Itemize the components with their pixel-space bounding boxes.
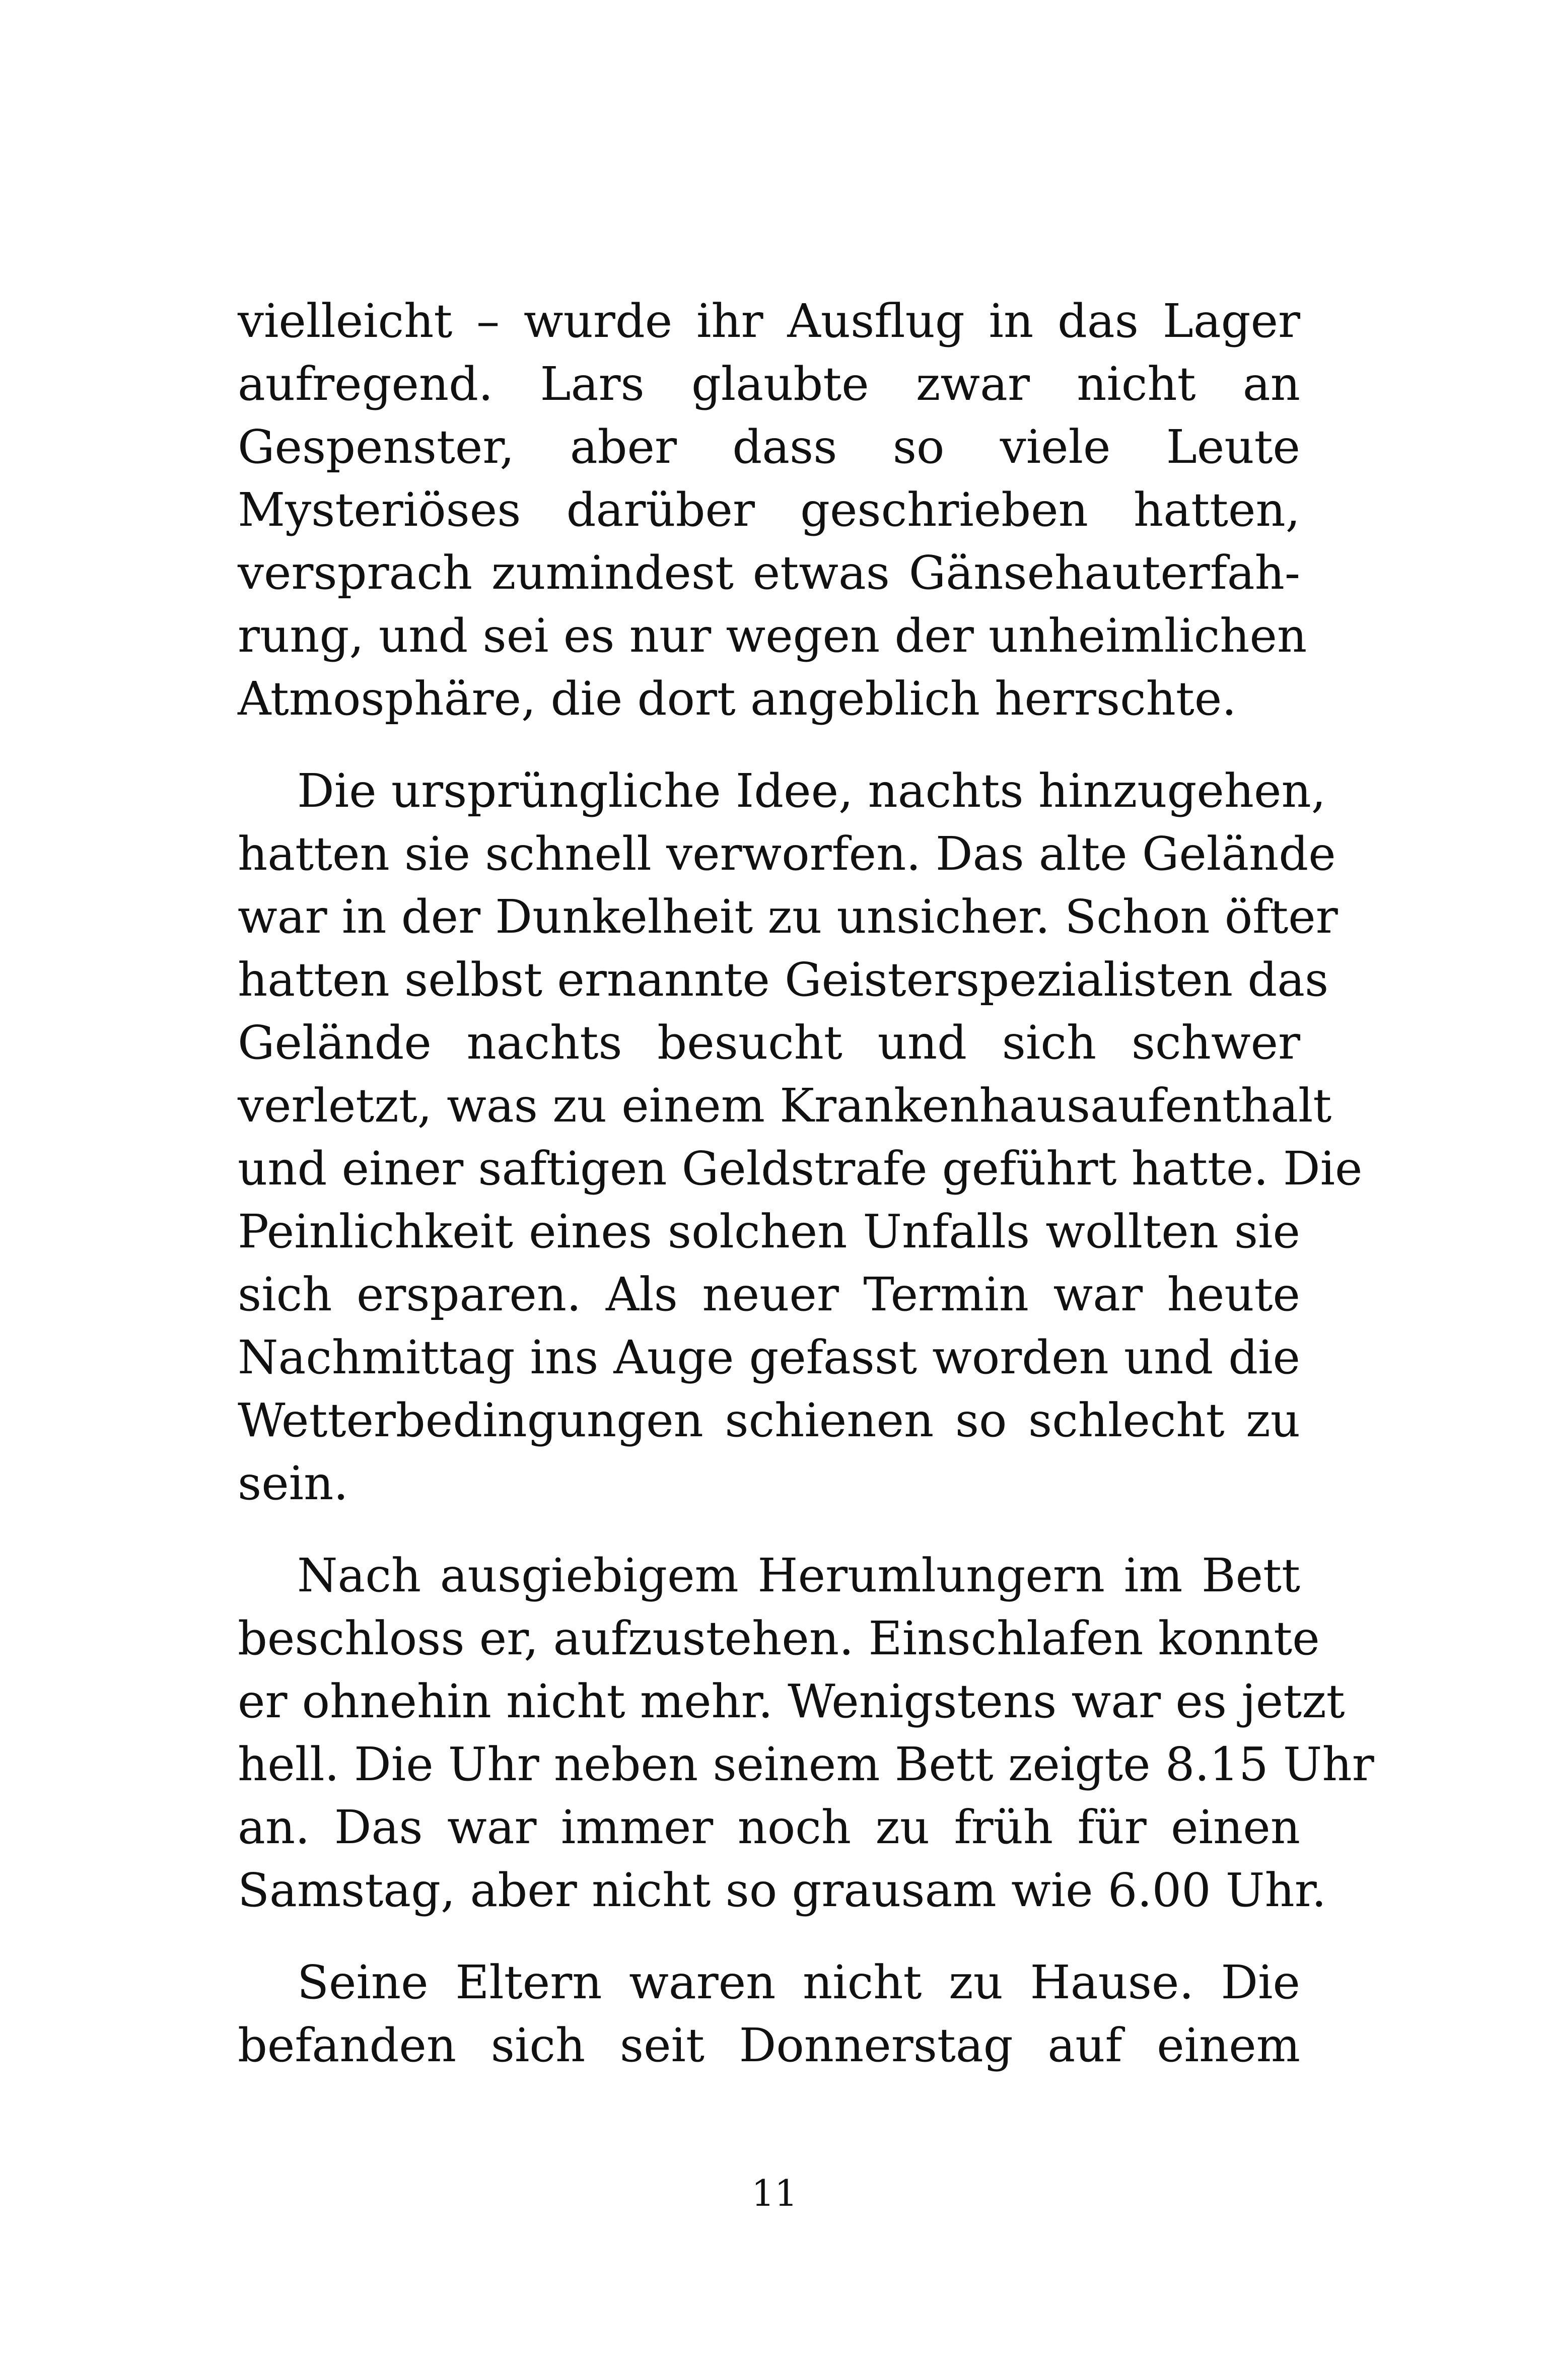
text-line: Nachmittag ins Auge gefasst worden und die [238,1331,1300,1384]
text-line: verletzt, was zu einem Krankenhausaufenthalt [238,1079,1332,1133]
text-line: hatten sie schnell verworfen. Das alte Gelände [238,827,1336,881]
text-line: Die ursprüngliche Idee, nachts hinzugehen, [297,764,1326,818]
text-line: hatten selbst ernannte Geisterspezialisten das [238,953,1329,1007]
text-line: aufregend. Lars glaubte zwar nicht an [238,357,1300,411]
text-line: war in der Dunkelheit zu unsicher. Schon öfter [238,890,1338,944]
text-line: hell. Die Uhr neben seinem Bett zeigte 8.15 Uhr [238,1737,1374,1791]
body-text [238,290,1374,2106]
paragraph-1 [238,290,1307,730]
text-line: Samstag, aber nicht so grausam wie 6.00 Uhr. [238,1863,1326,1917]
text-line: er ohnehin nicht mehr. Wenigstens war es jetzt [238,1674,1345,1728]
text-line: an. Das war immer noch zu früh für einen [238,1800,1300,1854]
text-line: Gelände nachts besucht und sich schwer [238,1016,1300,1070]
text-line: und einer saftigen Geldstrafe geführt hatte. Die [238,1142,1363,1196]
text-line: befanden sich seit Donnerstag auf einem [238,2018,1300,2072]
text-line: Peinlichkeit eines solchen Unfalls wollten sie [238,1205,1300,1258]
text-line: Mysteriöses darüber geschrieben hatten, [238,483,1300,537]
text-line: vielleicht – wurde ihr Ausflug in das Lager [238,294,1300,348]
text-line: versprach zumindest etwas Gänsehauterfah- [238,546,1300,600]
text-line: Gespenster, aber dass so viele Leute [238,420,1300,474]
text-line: Nach ausgiebigem Herumlungern im Bett [297,1549,1300,1602]
text-line: Atmosphäre, die dort angeblich herrschte. [238,672,1237,726]
page-number: 11 [751,2172,798,2214]
text-line: Wetterbedingungen schienen so schlecht zu [238,1393,1300,1447]
paragraph-4 [238,1951,1300,2077]
text-line: rung, und sei es nur wegen der unheimlichen [238,609,1307,663]
paragraph-3 [238,1544,1374,1922]
text-line: beschloss er, aufzustehen. Einschlafen konnte [238,1612,1320,1665]
text-line: sein. [238,1456,348,1510]
text-line: Seine Eltern waren nicht zu Hause. Die [297,1955,1300,2009]
text-line: sich ersparen. Als neuer Termin war heute [238,1268,1300,1321]
paragraph-2 [238,759,1363,1515]
